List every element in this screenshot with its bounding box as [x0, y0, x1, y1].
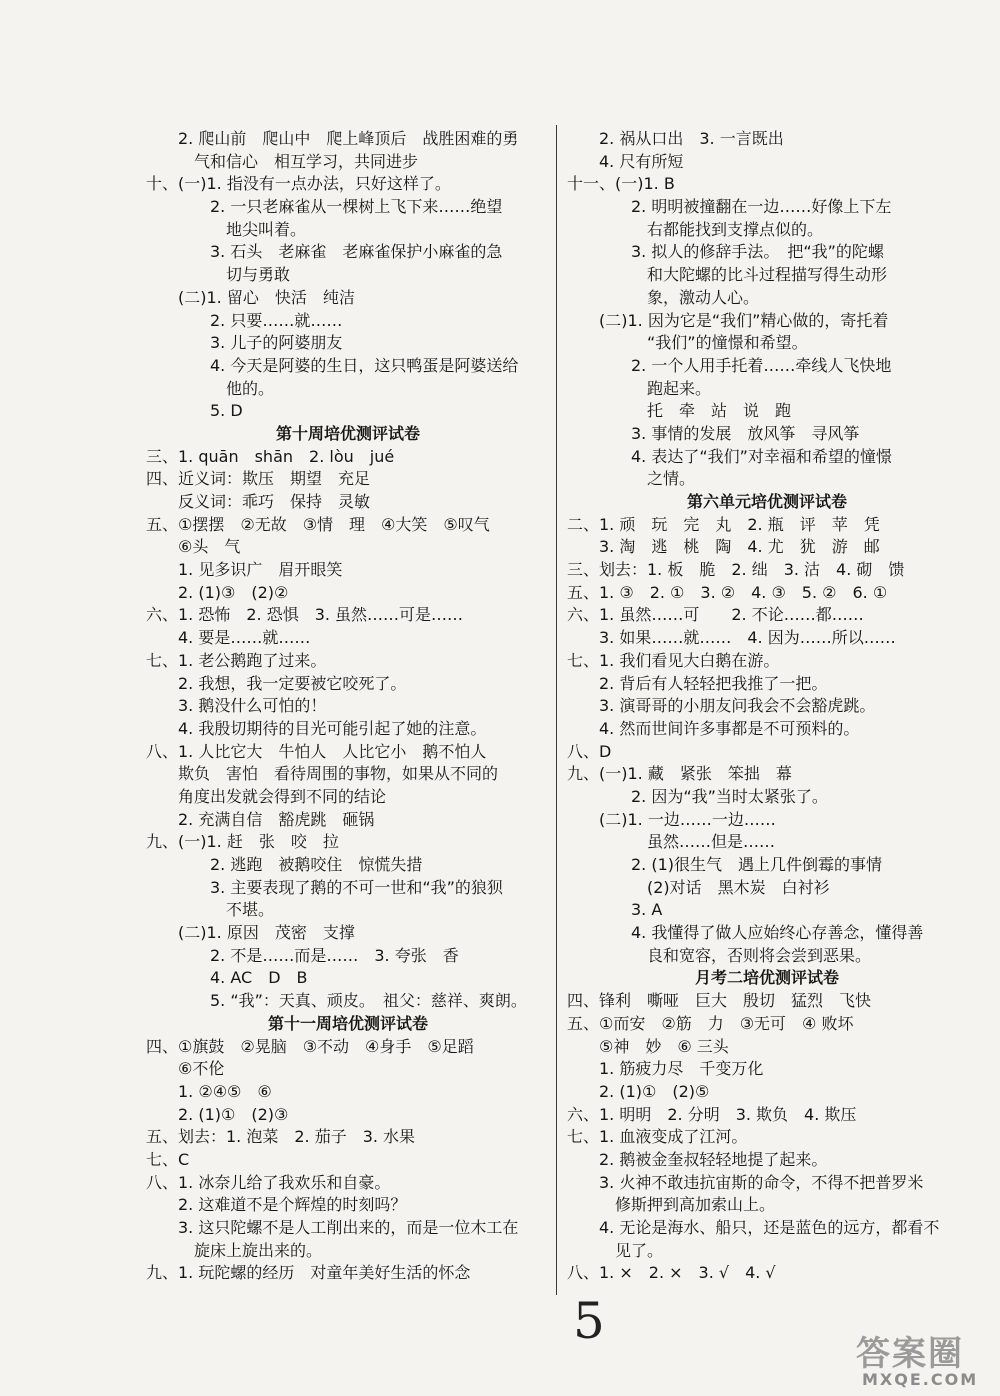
answer-line: 欺负 害怕 看待周围的事物，如果从不同的 [146, 764, 499, 784]
answer-line: 3. 儿子的阿婆朋友 [146, 333, 343, 353]
answer-line: 4. 然而世间许多事都是不可预料的。 [567, 718, 860, 738]
answer-line: 八、1. 人比它大 牛怕人 人比它小 鹅不怕人 [146, 741, 487, 761]
answer-line: 五、1. ③ 2. ① 3. ② 4. ③ 5. ② 6. ① [567, 582, 888, 602]
answer-line: 3. 石头 老麻雀 老麻雀保护小麻雀的急 [146, 242, 503, 262]
answer-line: 1. ②④⑤ ⑥ [146, 1081, 272, 1101]
right-answer-column [567, 128, 967, 1285]
section-heading: 第十周培优测评试卷 [275, 423, 420, 443]
answer-line: 二、1. 顽 玩 完 丸 2. 瓶 评 苹 凭 [567, 514, 880, 534]
answer-line: 2. 逃跑 被鹅咬住 惊慌失措 [146, 855, 423, 874]
answer-line: 4. AC D B [146, 968, 308, 988]
answer-line: 角度出发就会得到不同的结论 [146, 786, 387, 806]
answer-line: 2. 因为“我”当时太紧张了。 [567, 786, 828, 806]
answer-line: 2. (1)① (2)⑤ [567, 1081, 710, 1101]
answer-line: 六、1. 虽然……可 2. 不论……都…… [567, 605, 864, 625]
answer-line: 十一、(一)1. B [567, 174, 675, 194]
answer-line: 地尖叫着。 [146, 219, 307, 239]
watermark-url: MXQE.COM [862, 1370, 979, 1389]
answer-line: 2. 鹅被金奎叔轻轻地提了起来。 [567, 1149, 828, 1169]
answer-line: 3. 拟人的修辞手法。 把“我”的陀螺 [567, 242, 884, 262]
answer-line: 切与勇敢 [146, 265, 291, 285]
answer-line: 托 牵 站 说 跑 [567, 401, 792, 421]
left-answer-column [146, 128, 550, 1285]
answer-line: 八、1. 冰奈儿给了我欢乐和自豪。 [146, 1172, 391, 1192]
watermark-logo [852, 1326, 986, 1392]
answer-line: 九、(一)1. 藏 紧张 笨拙 幕 [567, 764, 792, 784]
answer-line: 六、1. 明明 2. 分明 3. 欺负 4. 欺压 [567, 1104, 857, 1124]
answer-line: 2. 背后有人轻轻把我推了一把。 [567, 673, 828, 693]
answer-line: 十、(一)1. 指没有一点办法，只好这样了。 [146, 174, 451, 194]
answer-line: 七、1. 我们看见大白鹅在游。 [567, 650, 780, 670]
answer-line: 三、划去：1. 板 脆 2. 绌 3. 沽 4. 砌 馈 [567, 560, 905, 580]
answer-line: 4. 我懂得了做人应始终心存善念，懂得善 [567, 923, 924, 943]
answer-line: 3. 事情的发展 放风筝 寻风筝 [567, 423, 860, 443]
answer-line: 4. 今天是阿婆的生日，这只鸭蛋是阿婆送给 [146, 355, 519, 375]
answer-line: 六、1. 恐怖 2. 恐惧 3. 虽然……可是…… [146, 605, 464, 625]
answer-line: 他的。 [146, 378, 275, 398]
answer-line: 2. 明明被撞翻在一边……好像上下左 [567, 197, 892, 217]
answer-line: 八、1. × 2. × 3. √ 4. √ [567, 1263, 776, 1283]
answer-line: 3. A [567, 900, 663, 920]
answer-line: 4. 表达了“我们”对幸福和希望的憧憬 [567, 446, 892, 466]
section-heading: 月考二培优测评试卷 [694, 968, 839, 988]
answer-line: 不堪。 [146, 900, 275, 920]
answer-line: 3. 如果……就…… 4. 因为……所以…… [567, 628, 896, 648]
answer-line: 4. 要是……就…… [146, 628, 311, 648]
answer-line: (二)1. 一边……一边…… [567, 809, 776, 829]
answer-line: 八、D [567, 741, 612, 761]
answer-line: 5. D [146, 401, 243, 421]
section-heading: 第六单元培优测评试卷 [686, 492, 847, 511]
answer-line: 五、划去：1. 泡菜 2. 茄子 3. 水果 [146, 1127, 416, 1147]
answer-line: 4. 无论是海水、船只，还是蓝色的远方，都看不 [567, 1218, 940, 1237]
answer-line: 四、锋利 嘶哑 巨大 殷切 猛烈 飞快 [567, 991, 872, 1011]
answer-line: 四、近义词：欺压 期望 充足 [146, 469, 371, 489]
watermark-title: 答案圈 [856, 1334, 964, 1374]
answer-line: 反义词：乖巧 保持 灵敏 [146, 492, 371, 511]
column-divider [556, 125, 557, 1295]
answer-line: 2. (1)③ (2)② [146, 582, 289, 602]
answer-line: 3. 淘 逃 桃 陶 4. 尤 犹 游 邮 [567, 537, 880, 557]
handwritten-page-mark: 5 [573, 1292, 605, 1350]
answer-line: 七、C [146, 1149, 190, 1169]
answer-line: 3. 演哥哥的小朋友问我会不会豁虎跳。 [567, 696, 876, 716]
answer-line: 气和信心 相互学习，共同进步 [146, 151, 419, 171]
answer-line: 2. 祸从口出 3. 一言既出 [567, 129, 784, 148]
answer-line: 3. 鹅没什么可怕的！ [146, 696, 327, 716]
answer-line: 五、①而安 ②筋 力 ③无可 ④ 败坏 [567, 1013, 854, 1033]
answer-line: 三、1. quān shān 2. lòu jué [146, 446, 395, 466]
answer-line: 九、(一)1. 赶 张 咬 拉 [146, 832, 339, 852]
answer-line: 2. 爬山前 爬山中 爬上峰顶后 战胜困难的勇 [146, 129, 519, 148]
answer-line: 象，激动人心。 [567, 287, 760, 307]
answer-line: 4. 我殷切期待的目光可能引起了她的注意。 [146, 718, 487, 738]
answer-line: “我们”的憧憬和希望。 [567, 333, 808, 353]
answer-line: 2. 充满自信 豁虎跳 砸锅 [146, 809, 375, 829]
answer-line: (二)1. 留心 快活 纯洁 [146, 287, 355, 307]
answer-line: ⑤神 妙 ⑥ 三头 [567, 1036, 729, 1056]
answer-line: 2. 一只老麻雀从一棵树上飞下来……绝望 [146, 197, 503, 217]
answer-line: 跑起来。 [567, 378, 712, 398]
answer-line: 之情。 [567, 469, 696, 489]
answer-line: 修斯押到高加索山上。 [567, 1195, 776, 1215]
answer-line: 2. 一个人用手托着……牵线人飞快地 [567, 355, 892, 375]
answer-line: ⑥头 气 [146, 537, 241, 557]
answer-line: 3. 这只陀螺不是人工削出来的，而是一位木工在 [146, 1218, 519, 1237]
answer-line: 2. 不是……而是…… 3. 夸张 香 [146, 945, 459, 965]
answer-line: 2. (1)很生气 遇上几件倒霉的事情 [567, 855, 883, 874]
answer-line: 4. 尺有所短 [567, 151, 684, 171]
answer-line: (二)1. 因为它是“我们”精心做的，寄托着 [567, 310, 889, 330]
answer-line: 良和宽容，否则将会尝到恶果。 [567, 945, 872, 965]
answer-line: 和大陀螺的比斗过程描写得生动形 [567, 265, 888, 285]
answer-line: 四、①旗鼓 ②晃脑 ③不动 ④身手 ⑤足蹈 [146, 1036, 474, 1056]
answer-line: 3. 火神不敢违抗宙斯的命令，不得不把普罗米 [567, 1172, 924, 1192]
answer-line: 3. 主要表现了鹅的不可一世和“我”的狼狈 [146, 877, 503, 897]
section-heading: 第十一周培优测评试卷 [267, 1013, 428, 1033]
answer-line: 五、①摆摆 ②无故 ③情 理 ④大笑 ⑤叹气 [146, 514, 490, 534]
answer-line: (二)1. 原因 茂密 支撑 [146, 923, 355, 943]
answer-line: 1. 筋疲力尽 千变万化 [567, 1059, 764, 1079]
answer-line: 旋床上旋出来的。 [146, 1240, 323, 1260]
answer-line: 九、1. 玩陀螺的经历 对童年美好生活的怀念 [146, 1263, 471, 1283]
answer-line: 2. (1)① (2)③ [146, 1104, 289, 1124]
answer-line: 2. 只要……就…… [146, 310, 343, 330]
answer-line: (2)对话 黑木炭 白衬衫 [567, 877, 830, 897]
answer-line: 1. 见多识广 眉开眼笑 [146, 560, 343, 580]
answer-line: 虽然……但是…… [567, 832, 776, 852]
answer-line: ⑥不伦 [146, 1059, 225, 1079]
answer-line: 2. 我想，我一定要被它咬死了。 [146, 673, 407, 693]
answer-line: 七、1. 老公鹅跑了过来。 [146, 650, 327, 670]
answer-line: 5. “我”：天真、顽皮。 祖父：慈祥、爽朗。 [146, 991, 527, 1011]
answer-line: 右都能找到支撑点似的。 [567, 219, 824, 239]
answer-line: 2. 这难道不是个辉煌的时刻吗？ [146, 1195, 407, 1215]
answer-line: 见了。 [567, 1240, 664, 1260]
answer-line: 七、1. 血液变成了江河。 [567, 1127, 748, 1147]
